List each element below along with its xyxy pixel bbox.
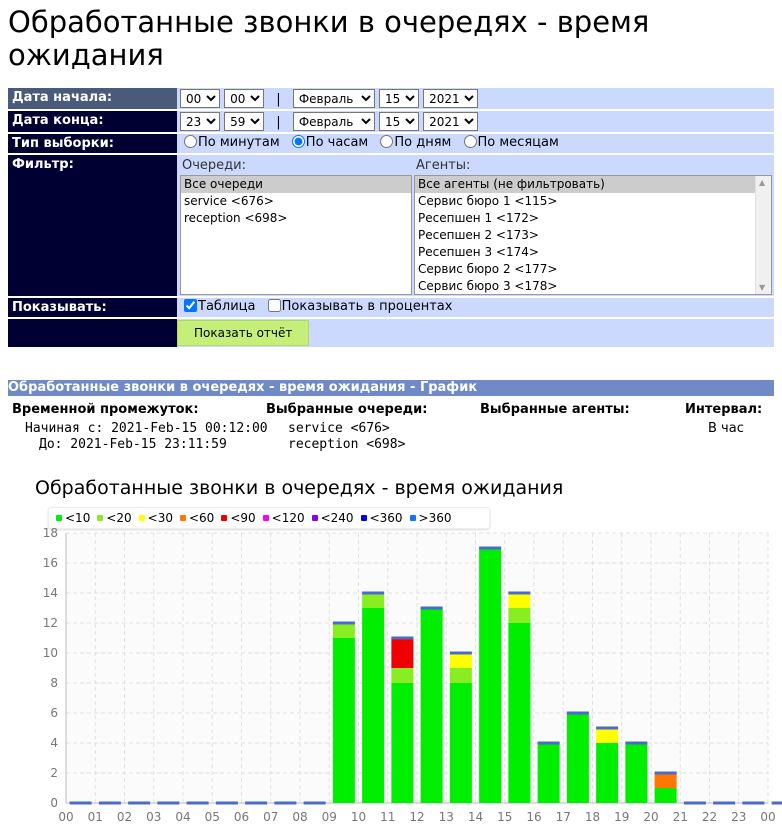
legend-swatch <box>97 515 103 521</box>
period-end: До: 2021-Feb-15 23:11:59 <box>39 437 227 452</box>
bar-segment <box>391 668 413 683</box>
filter-controls <box>177 154 774 297</box>
x-tick-label: 15 <box>497 810 513 824</box>
show-report-button[interactable]: Показать отчёт <box>177 320 309 346</box>
agents-option[interactable]: Сервис бюро 1 <115> <box>418 194 558 208</box>
bar-cap <box>772 802 782 805</box>
agents-info <box>480 402 630 417</box>
agents-option[interactable]: Сервис бюро 2 <177> <box>418 262 558 276</box>
start-day-select[interactable] <box>379 89 419 108</box>
sampling-controls <box>177 133 774 154</box>
percent-checkbox[interactable] <box>268 299 281 312</box>
bar-segment <box>508 608 530 623</box>
x-tick-label: 14 <box>467 810 484 824</box>
bar-segment <box>567 713 589 803</box>
submit-row-label <box>8 318 177 348</box>
x-tick-label: 09 <box>321 810 337 824</box>
agents-column <box>414 156 772 295</box>
legend-label: >360 <box>418 511 452 525</box>
x-tick-label: 13 <box>438 810 454 824</box>
legend-swatch <box>312 515 318 521</box>
period-heading: Временной промежуток: <box>12 402 199 417</box>
bar-segment <box>450 668 472 683</box>
bar-cap <box>508 592 530 595</box>
legend-swatch <box>139 515 145 521</box>
x-tick-label: 10 <box>350 810 367 824</box>
x-tick-label: 02 <box>116 810 133 824</box>
radio-days[interactable] <box>380 135 393 148</box>
agents-option[interactable]: Ресепшен 3 <174> <box>418 245 539 259</box>
start-month-select[interactable] <box>293 89 375 108</box>
sampling-option-hours[interactable]: По часам <box>288 135 368 150</box>
legend-swatch <box>180 515 186 521</box>
bar-cap <box>625 742 647 745</box>
legend-label: <30 <box>147 511 173 525</box>
x-tick-label: 11 <box>380 810 396 824</box>
bar-segment <box>450 683 472 803</box>
bar-cap <box>391 637 413 640</box>
queues-info <box>266 402 427 453</box>
bar-segment <box>362 593 384 608</box>
y-tick-label: 18 <box>42 526 58 540</box>
bar-cap <box>333 622 355 625</box>
agents-caption: Агенты: <box>416 158 471 173</box>
end-year-select[interactable] <box>423 112 478 131</box>
bar-segment <box>421 608 443 803</box>
x-tick-label: 00 <box>58 810 74 824</box>
radio-months[interactable] <box>464 135 477 148</box>
bar-cap <box>245 802 267 805</box>
bar-segment <box>655 773 677 788</box>
show-percent-option[interactable]: Показывать в процентах <box>264 299 453 314</box>
chart-title: Обработанные звонки в очередях - время ожидания <box>35 477 564 499</box>
bar-cap <box>187 802 209 805</box>
bar-segment <box>625 743 647 803</box>
interval-value: В час <box>708 421 744 436</box>
separator: | <box>276 114 281 130</box>
sampling-option-minutes[interactable]: По минутам <box>180 135 280 150</box>
filter-label: Фильтр: <box>8 154 177 297</box>
bar-cap <box>128 802 150 805</box>
x-tick-label: 03 <box>146 810 162 824</box>
agents-option[interactable]: Сервис бюро 3 <178> <box>418 279 558 293</box>
end-day-select[interactable] <box>379 112 419 131</box>
bar-segment <box>508 593 530 608</box>
x-tick-label: 22 <box>701 810 718 824</box>
agents-option[interactable]: Ресепшен 1 <172> <box>418 211 539 225</box>
x-tick-label: 08 <box>292 810 308 824</box>
x-tick-label: 23 <box>731 810 747 824</box>
queues-option[interactable]: Все очереди <box>181 176 411 193</box>
x-tick-label: 20 <box>643 810 659 824</box>
agents-option[interactable]: Все агенты (не фильтровать) <box>415 176 771 193</box>
bar-segment <box>479 548 501 803</box>
legend-swatch <box>361 515 367 521</box>
scroll-up-icon[interactable]: ▲ <box>759 178 766 187</box>
bar-segment <box>508 623 530 803</box>
x-tick-label: 12 <box>409 810 425 824</box>
queues-column <box>180 156 412 295</box>
y-tick-label: 10 <box>42 646 58 660</box>
legend-swatch <box>263 515 269 521</box>
bar-segment <box>362 608 384 803</box>
bar-segment <box>596 743 618 803</box>
bar-cap <box>216 802 238 805</box>
show-table-option[interactable]: Таблица <box>180 299 256 314</box>
bar-segment <box>391 638 413 668</box>
bar-cap <box>157 802 179 805</box>
show-label: Показывать: <box>8 297 177 318</box>
queues-option[interactable]: service <676> <box>184 194 274 208</box>
end-hour-select[interactable] <box>180 112 220 131</box>
bar-segment <box>596 728 618 743</box>
bar-segment <box>333 623 355 638</box>
bar-cap <box>274 802 296 805</box>
show-controls <box>177 297 774 318</box>
agents-scrollbar[interactable] <box>755 176 771 294</box>
bar-segment <box>450 653 472 668</box>
queues-listbox[interactable] <box>180 175 412 295</box>
bar-segment <box>655 788 677 803</box>
sampling-option-days[interactable]: По дням <box>376 135 451 150</box>
report-form <box>8 88 774 349</box>
agents-option[interactable]: Ресепшен 2 <173> <box>418 228 539 242</box>
start-minute-select[interactable] <box>224 89 264 108</box>
sampling-label: Тип выборки: <box>8 133 177 154</box>
bar-segment <box>391 683 413 803</box>
table-checkbox[interactable] <box>184 299 197 312</box>
bar-cap <box>450 652 472 655</box>
start-hour-select[interactable] <box>180 89 220 108</box>
queues-caption: Очереди: <box>182 158 246 173</box>
legend-swatch <box>221 515 227 521</box>
interval-heading: Интервал: <box>685 402 763 417</box>
sampling-option-months[interactable]: По месяцам <box>460 135 559 150</box>
legend-label: <360 <box>369 511 403 525</box>
start-year-select[interactable] <box>423 89 478 108</box>
bar-cap <box>684 802 706 805</box>
x-tick-label: 06 <box>233 810 250 824</box>
agents-heading: Выбранные агенты: <box>480 402 630 417</box>
bar-segment <box>333 638 355 803</box>
x-tick-label: 01 <box>87 810 103 824</box>
chart <box>0 525 782 840</box>
queues-option[interactable]: reception <698> <box>184 211 288 225</box>
x-tick-label: 16 <box>526 810 542 824</box>
radio-hours[interactable] <box>292 135 305 148</box>
legend-label: <240 <box>320 511 354 525</box>
legend-label: <90 <box>230 511 256 525</box>
legend-label: <10 <box>65 511 91 525</box>
bar-cap <box>596 727 618 730</box>
period-info <box>12 402 268 453</box>
submit-row <box>177 318 774 348</box>
y-tick-label: 8 <box>50 676 58 690</box>
y-tick-label: 0 <box>50 796 58 810</box>
separator: | <box>276 91 281 107</box>
selected-queue: service <676> <box>288 421 390 436</box>
bar-cap <box>479 547 501 550</box>
bar-cap <box>70 802 92 805</box>
x-tick-label: 04 <box>175 810 191 824</box>
x-tick-label: 17 <box>555 810 571 824</box>
y-tick-label: 14 <box>42 586 58 600</box>
bar-cap <box>99 802 121 805</box>
bar-cap <box>421 607 443 610</box>
bar-cap <box>713 802 735 805</box>
y-tick-label: 4 <box>50 736 58 750</box>
x-tick-label: 18 <box>584 810 601 824</box>
x-tick-label: 19 <box>614 810 630 824</box>
start-date-controls <box>177 88 774 110</box>
queues-heading: Выбранные очереди: <box>266 402 428 417</box>
x-tick-label: 00 <box>760 810 776 824</box>
end-month-select[interactable] <box>293 112 375 131</box>
interval-info <box>685 402 762 436</box>
legend-swatch <box>410 515 416 521</box>
end-date-controls <box>177 110 774 133</box>
scroll-down-icon[interactable]: ▼ <box>759 283 766 292</box>
bar-segment <box>538 743 560 803</box>
bar-cap <box>655 772 677 775</box>
legend-label: <20 <box>106 511 132 525</box>
x-tick-label: 05 <box>204 810 220 824</box>
y-tick-label: 2 <box>50 766 58 780</box>
bar-cap <box>567 712 589 715</box>
bar-cap <box>362 592 384 595</box>
selected-queue: reception <698> <box>288 437 406 452</box>
end-minute-select[interactable] <box>224 112 264 131</box>
x-tick-label: 07 <box>263 810 279 824</box>
x-tick-label: 21 <box>672 810 688 824</box>
agents-listbox[interactable] <box>414 175 772 295</box>
page-title: Обработанные звонки в очередях - время ожидания <box>8 5 650 72</box>
report-header: Обработанные звонки в очередях - время ожидания - График <box>8 380 774 396</box>
start-date-label: Дата начала: <box>8 88 177 110</box>
y-tick-label: 6 <box>50 706 58 720</box>
legend-label: <120 <box>271 511 305 525</box>
y-tick-label: 12 <box>42 616 58 630</box>
legend-label: <60 <box>188 511 215 525</box>
end-date-label: Дата конца: <box>8 110 177 133</box>
radio-minutes[interactable] <box>184 135 197 148</box>
legend-swatch <box>56 515 62 521</box>
bar-cap <box>304 802 326 805</box>
bar-cap <box>742 802 764 805</box>
bar-cap <box>538 742 560 745</box>
y-tick-label: 16 <box>42 556 58 570</box>
period-start: Начиная с: 2021-Feb-15 00:12:00 <box>25 421 268 436</box>
